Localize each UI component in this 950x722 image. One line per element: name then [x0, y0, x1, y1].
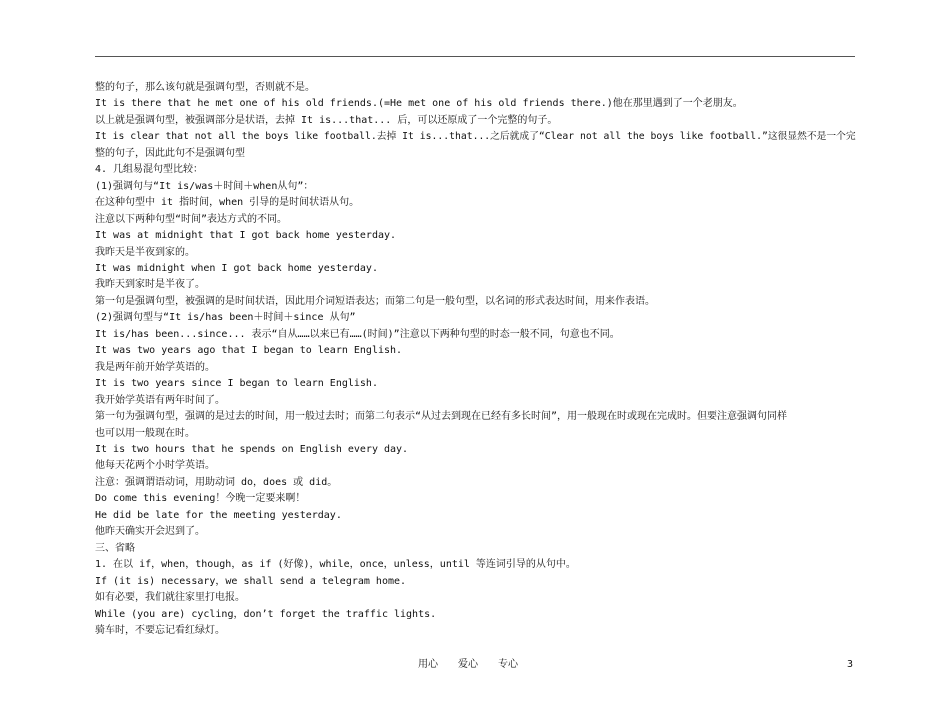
translation-line: 骑车时，不要忘记看红绿灯。 — [95, 624, 225, 636]
translation-line: 我昨天到家时是半夜了。 — [95, 279, 205, 291]
translation-line: 我开始学英语有两年时间了。 — [95, 394, 225, 406]
example-sentence: If (it is) necessary，we shall send a telegram home. — [95, 575, 407, 587]
subsection-heading: (1)强调句与“It is/was＋时间＋when从句”： — [95, 180, 314, 192]
text-line: 以上就是强调句型，被强调部分是状语，去掉 It is...that... 后，可以还原成了一个完整的句子。 — [95, 114, 558, 126]
footer-motto: 用心 爱心 专心 — [418, 659, 518, 670]
header-rule — [95, 56, 855, 57]
example-sentence: While (you are) cycling，don’t forget the traffic lights. — [95, 608, 437, 620]
section-heading: 4. 几组易混句型比较： — [95, 164, 204, 176]
page-number: 3 — [847, 659, 854, 670]
text-line: 在这种句型中 it 指时间，when 引导的是时间状语从句。 — [95, 197, 360, 209]
text-line: 整的句子，因此此句不是强调句型 — [95, 147, 245, 159]
translation-line: 我是两年前开始学英语的。 — [95, 361, 215, 373]
translation-line: 如有必要，我们就往家里打电报。 — [95, 592, 245, 604]
example-sentence: It was two years ago that I began to learn English. — [95, 345, 403, 357]
text-line: 第一句是强调句型，被强调的是时间状语，因此用介词短语表达；而第二句是一般句型，以名词的形式表达时间，用来作表语。 — [95, 295, 655, 307]
text-line: 注意以下两种句型“时间”表达方式的不同。 — [95, 213, 288, 225]
page-footer — [0, 657, 950, 673]
section-heading: 三、省略 — [95, 542, 135, 554]
translation-line: 他每天花两个小时学英语。 — [95, 460, 215, 472]
text-line: 整的句子，那么该句就是强调句型，否则就不是。 — [95, 82, 315, 93]
example-sentence: It was midnight when I got back home yesterday. — [95, 262, 378, 274]
text-line: It is/has been...since... 表示“自从……以来已有……(时间)”注意以下两种句型的时态一般不同，句意也不同。 — [95, 328, 620, 340]
text-line: 注意：强调谓语动词，用助动词 do，does 或 did。 — [95, 476, 338, 488]
example-sentence: It is two hours that he spends on English every day. — [95, 443, 409, 455]
example-sentence: It is two years since I began to learn English. — [95, 378, 378, 390]
text-line: 第一句为强调句型，强调的是过去的时间，用一般过去时；而第二句表示“从过去到现在已经有多长时间”，用一般现在时或现在完成时。但要注意强调句同样 — [95, 411, 788, 423]
text-line: 也可以用一般现在时。 — [95, 427, 195, 439]
example-sentence: Do come this evening！今晚一定要来啊！ — [95, 493, 306, 505]
document-body — [95, 80, 857, 639]
translation-line: 我昨天是半夜到家的。 — [95, 246, 195, 258]
example-sentence: He did be late for the meeting yesterday. — [95, 509, 342, 521]
text-line: 1. 在以 if，when，though，as if (好像)，while，once，unless，until 等连词引导的从句中。 — [95, 559, 576, 571]
subsection-heading: (2)强调句型与“It is/has been＋时间＋since 从句” — [95, 312, 356, 324]
text-line: It is there that he met one of his old friends.(=He met one of his old friends there.)他在那里遇到了一个老朋友。 — [95, 98, 743, 110]
text-line: It is clear that not all the boys like football.去掉 It is...that...之后就成了“Clear not all the boys like football.”这很显然不是一个完 — [95, 131, 856, 143]
example-sentence: It was at midnight that I got back home yesterday. — [95, 230, 397, 242]
translation-line: 他昨天确实开会迟到了。 — [95, 526, 205, 538]
